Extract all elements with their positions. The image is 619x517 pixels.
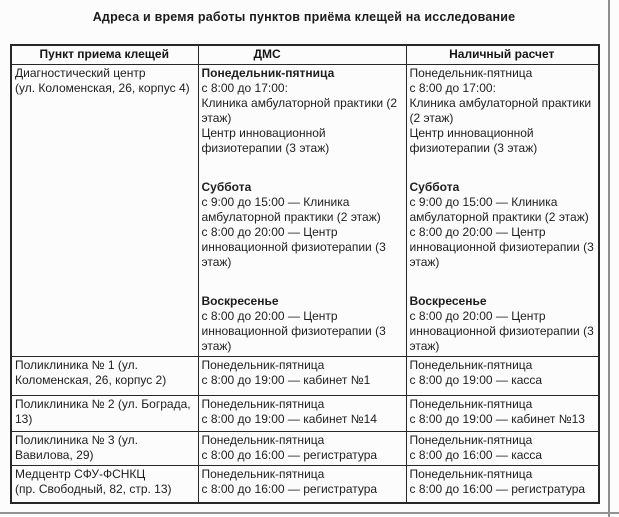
- schedule-line: с 8:00 до 19:00 — кабинет №14: [201, 412, 377, 426]
- schedule-line: с 8:00 до 19:00 — кабинет №1: [201, 373, 371, 387]
- column-header-cash: Наличный расчет: [406, 45, 599, 65]
- table-row: [11, 466, 599, 504]
- day-heading: Понедельник-пятница: [201, 66, 335, 80]
- dms-cell: [198, 396, 406, 432]
- table-body: [11, 65, 599, 504]
- schedule-line: (ул. Коломенская, 26, корпус 4): [15, 81, 190, 95]
- schedule-line: Понедельник-пятница: [201, 397, 325, 411]
- page-title: Адреса и время работы пунктов приёма клещей на исследование: [92, 10, 516, 24]
- schedule-line: Поликлиника № 2 (ул. Бограда, 13): [15, 397, 191, 426]
- day-heading: Воскресенье: [201, 294, 279, 308]
- dms-cell: [198, 357, 406, 396]
- schedule-line: с 8:00 до 19:00 — кабинет №13: [409, 412, 585, 426]
- page-edge-right: [608, 0, 610, 517]
- header-row: [11, 45, 599, 65]
- page-edge-bottom: [0, 512, 619, 514]
- point-cell: [11, 396, 198, 432]
- schedule-line: Понедельник-пятница: [409, 358, 533, 372]
- schedule-line: с 9:00 до 15:00 — Клиника амбулаторной практики (2 этаж): [409, 195, 589, 224]
- schedule-line: Поликлиника № 1 (ул. Коломенская, 26, корпус 2): [15, 358, 167, 387]
- schedule-line: Понедельник-пятница: [409, 433, 533, 447]
- schedule-line: с 8:00 до 20:00 — Центр инновационной физиотерапии (3 этаж): [201, 225, 386, 269]
- blank-line: [202, 156, 402, 180]
- column-header-point: Пункт приема клещей: [11, 45, 198, 65]
- point-cell: [11, 65, 198, 357]
- day-heading: Суббота: [201, 180, 252, 194]
- schedule-line: с 8:00 до 16:00 — регистратура: [409, 482, 586, 496]
- schedule-line: с 8:00 до 16:00 — регистратура: [201, 482, 378, 496]
- schedule-line: Центр инновационной физиотерапии (3 этаж): [201, 126, 330, 155]
- schedule-line: с 8:00 до 20:00 — Центр инновационной физиотерапии (3 этаж): [409, 225, 594, 269]
- schedule-line: с 8:00 до 16:00 — касса: [409, 448, 543, 462]
- cash-cell: [406, 396, 599, 432]
- schedule-line: с 9:00 до 15:00 — Клиника амбулаторной практики (2 этаж): [201, 195, 381, 224]
- schedule-line: Клиника амбулаторной практики (2 этаж): [409, 96, 592, 125]
- schedule-line: Понедельник-пятница: [201, 433, 325, 447]
- schedule-table: [10, 44, 600, 504]
- schedule-line: с 8:00 до 20:00 — Центр инновационной физиотерапии (3 этаж): [201, 309, 386, 353]
- dms-cell: [198, 65, 406, 357]
- schedule-line: Понедельник-пятница: [409, 397, 533, 411]
- table-row: [11, 396, 599, 432]
- dms-cell: [198, 432, 406, 466]
- column-header-dms: ДМС: [198, 45, 406, 65]
- schedule-line: с 8:00 до 19:00 — касса: [409, 373, 543, 387]
- point-cell: [11, 357, 198, 396]
- schedule-line: (пр. Свободный, 82, стр. 13): [15, 482, 172, 496]
- schedule-line: с 8:00 до 17:00:: [409, 81, 496, 95]
- schedule-line: с 8:00 до 20:00 — Центр инновационной физиотерапии (3 этаж): [409, 309, 594, 353]
- blank-line: [202, 270, 402, 294]
- dms-cell: [198, 466, 406, 504]
- cash-cell: [406, 432, 599, 466]
- point-cell: [11, 432, 198, 466]
- blank-line: [410, 156, 595, 180]
- cash-cell: [406, 466, 599, 504]
- schedule-line: Понедельник-пятница: [409, 66, 533, 80]
- cash-cell: [406, 65, 599, 357]
- schedule-line: Диагностический центр: [15, 66, 146, 80]
- schedule-line: Понедельник-пятница: [201, 467, 325, 481]
- point-cell: [11, 466, 198, 504]
- blank-line: [410, 270, 595, 294]
- table-row: [11, 432, 599, 466]
- schedule-line: Понедельник-пятница: [201, 358, 325, 372]
- table-row: [11, 65, 599, 357]
- schedule-line: с 8:00 до 17:00:: [201, 81, 288, 95]
- schedule-line: с 8:00 до 16:00 — регистратура: [201, 448, 378, 462]
- schedule-line: Понедельник-пятница: [409, 467, 533, 481]
- schedule-line: Центр инновационной физиотерапии (3 этаж): [409, 126, 538, 155]
- schedule-line: Медцентр СФУ-ФСНКЦ: [15, 467, 146, 481]
- day-heading: Воскресенье: [409, 294, 487, 308]
- schedule-line: Клиника амбулаторной практики (2 этаж): [201, 96, 398, 125]
- cash-cell: [406, 357, 599, 396]
- schedule-line: Поликлиника № 3 (ул. Вавилова, 29): [15, 433, 138, 462]
- day-heading: Суббота: [409, 180, 460, 194]
- table-row: [11, 357, 599, 396]
